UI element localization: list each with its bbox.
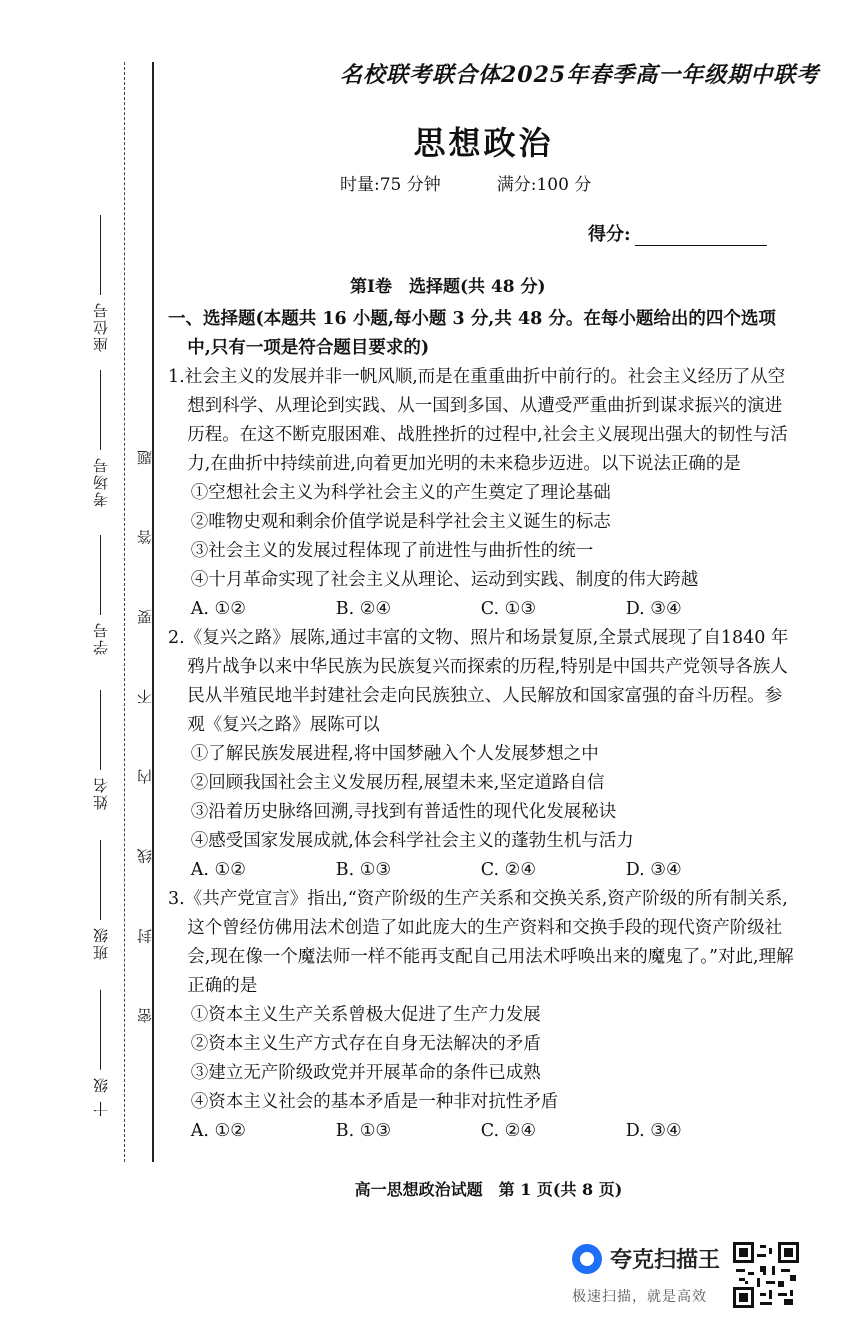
statement: ①空想社会主义为科学社会主义的产生奠定了理论基础 xyxy=(190,483,611,503)
answer-d[interactable]: D. ③④ xyxy=(625,599,682,619)
question-area xyxy=(168,305,798,1146)
statement: ①资本主义生产关系曾极大促进了生产力发展 xyxy=(190,1005,541,1025)
room-label: 考场号 xyxy=(92,456,110,507)
part-title: 第Ⅰ卷 选择题(共 48 分) xyxy=(350,277,546,297)
statement: ④十月革命实现了社会主义从理论、运动到实践、制度的伟大跨越 xyxy=(190,570,699,590)
name-blank[interactable] xyxy=(100,690,102,770)
answer-a[interactable]: A. ①② xyxy=(190,1121,246,1141)
subject-title: 思想政治 xyxy=(413,124,554,162)
answer-a[interactable]: A. ①② xyxy=(190,599,246,619)
answer-a[interactable]: A. ①② xyxy=(190,860,246,880)
statement: ②回顾我国社会主义发展历程,展望未来,坚定道路自信 xyxy=(190,773,605,793)
page-footer: 高一思想政治试题 第 1 页(共 8 页) xyxy=(354,1180,623,1199)
student-no-blank[interactable] xyxy=(100,535,102,615)
answer-c[interactable]: C. ②④ xyxy=(480,1121,537,1141)
statement: ③建立无产阶级政党并开展革命的条件已成熟 xyxy=(190,1063,541,1083)
seat-label: 座位号 xyxy=(92,301,110,352)
seat-field xyxy=(90,215,111,352)
seal-notice: 密 封 线 内 不 要 答 题 xyxy=(136,420,154,1024)
question-stem: 3.《共产党宣言》指出,“资产阶级的生产关系和交换关系,资产阶级的所有制关系,这个曾经仿佛用法术创造了如此庞大的生产资料和交换手段的现代资产阶级社会,现在像一个魔法师一样不能再支配自己用法术呼唤出来的魔鬼了。”对此,理解正确的是 xyxy=(168,889,794,996)
room-blank[interactable] xyxy=(100,370,102,450)
statement: ①了解民族发展进程,将中国梦融入个人发展梦想之中 xyxy=(190,744,599,764)
unit-field xyxy=(90,990,111,1117)
answer-b[interactable]: B. ①③ xyxy=(335,860,392,880)
quark-logo-icon xyxy=(572,1244,602,1274)
exam-full-score: 满分:100 分 xyxy=(496,175,592,195)
scanner-brand xyxy=(572,1243,720,1274)
name-field xyxy=(90,690,111,810)
answer-choices xyxy=(168,1117,798,1146)
answer-b[interactable]: B. ②④ xyxy=(335,599,392,619)
statement: ④感受国家发展成就,体会科学社会主义的蓬勃生机与活力 xyxy=(190,831,634,851)
student-no-field xyxy=(90,535,111,655)
cut-line xyxy=(124,62,126,1162)
seat-blank[interactable] xyxy=(100,215,102,295)
brand-name: 夸克扫描王 xyxy=(610,1248,721,1273)
class-blank[interactable] xyxy=(100,840,102,920)
answer-c[interactable]: C. ①③ xyxy=(480,599,537,619)
answer-d[interactable]: D. ③④ xyxy=(625,1121,682,1141)
question-3 xyxy=(168,885,798,1146)
statement: ③沿着历史脉络回溯,寻找到有普适性的现代化发展秘诀 xyxy=(190,802,617,822)
exam-time: 时量:75 分钟 xyxy=(340,175,441,195)
answer-choices xyxy=(168,856,798,885)
question-stem: 1.社会主义的发展并非一帆风顺,而是在重重曲折中前行的。社会主义经历了从空想到科学、从理论到实践、从一国到多国、从遭受严重曲折到谋求振兴的演进历程。在这不断克服困难、战胜挫折的过程中,社会主义展现出强大的韧性与活力,在曲折中持续前进,向着更加光明的未来稳步迈进。以下说法正确的是 xyxy=(168,367,788,474)
class-field xyxy=(90,840,111,960)
statement: ②唯物史观和剩余价值学说是科学社会主义诞生的标志 xyxy=(190,512,611,532)
answer-c[interactable]: C. ②④ xyxy=(480,860,537,880)
exam-name: 名校联考联合体2025年春季高一年级期中联考 xyxy=(340,62,820,88)
question-1 xyxy=(168,363,798,624)
answer-choices xyxy=(168,595,798,624)
student-no-label: 学号 xyxy=(92,621,110,655)
statement: ③社会主义的发展过程体现了前进性与曲折性的统一 xyxy=(190,541,594,561)
question-stem: 2.《复兴之路》展陈,通过丰富的文物、照片和场景复原,全景式展现了自1840 年鸦片战争以来中华民族为民族复兴而探索的历程,特别是中国共产党领导各族人民从半殖民地半封建社会走向民族独立、人民解放和国家富强的奋斗历程。参观《复兴之路》展陈可以 xyxy=(168,628,789,735)
exam-meta xyxy=(340,170,591,195)
unit-label: 十 级 xyxy=(92,1076,110,1117)
unit-blank[interactable] xyxy=(100,990,102,1070)
room-field xyxy=(90,370,111,507)
question-2 xyxy=(168,624,798,885)
name-label: 姓名 xyxy=(92,776,110,810)
answer-d[interactable]: D. ③④ xyxy=(625,860,682,880)
score-label: 得分: xyxy=(588,224,631,245)
qr-code-icon xyxy=(733,1242,799,1308)
class-label: 班级 xyxy=(92,926,110,960)
score-blank[interactable] xyxy=(635,225,767,246)
statement: ④资本主义社会的基本矛盾是一种非对抗性矛盾 xyxy=(190,1092,559,1112)
answer-b[interactable]: B. ①③ xyxy=(335,1121,392,1141)
score-field xyxy=(588,220,767,246)
brand-slogan: 极速扫描，就是高效 xyxy=(572,1289,707,1305)
section-heading: 一、选择题(本题共 16 小题,每小题 3 分,共 48 分。在每小题给出的四个选项中,只有一项是符合题目要求的) xyxy=(168,309,776,358)
statement: ②资本主义生产方式存在自身无法解决的矛盾 xyxy=(190,1034,541,1054)
